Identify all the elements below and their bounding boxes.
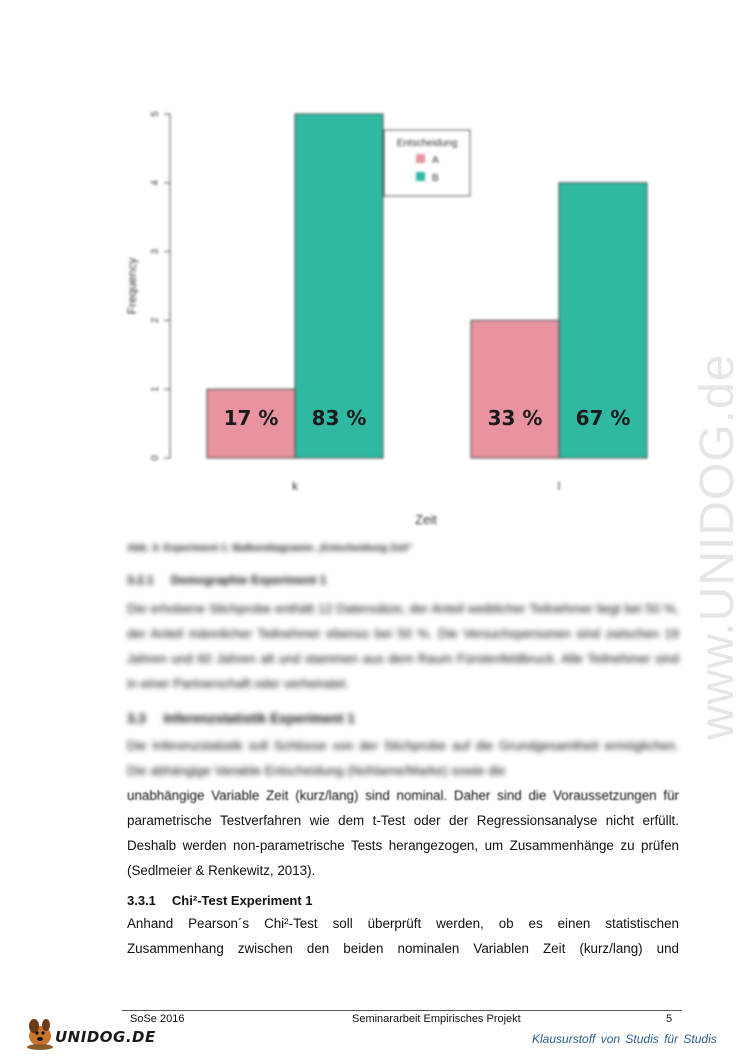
paragraph-inferenz-blurred: Die Inferenzstatistik soll Schlüsse von der Stichprobe auf die Grundgesamtheit ermöglichen. Die abhängige Variable Entscheidung (Nohlame/Marke) sowie die [127,738,679,778]
heading-title: Inferenzstatistik Experiment 1 [163,711,355,726]
percent-label: 67 % [575,406,631,430]
y-tick-label: 4 [150,180,161,186]
bar-chart [110,100,670,540]
y-tick-label: 3 [150,248,161,255]
heading-title: Chi²-Test Experiment 1 [171,893,313,908]
bar-A-l [471,320,559,458]
figure-caption: Abb. 3: Experiment 1: Balkendiagramm „Entscheidung Zeit" [127,543,413,554]
chart-svg [110,100,670,540]
heading-number: 3.3.1 [127,893,156,908]
heading-number: 3.2.1 [127,573,154,587]
text-line: (Sedlmeier & Renkewitz, 2013). [127,863,316,878]
legend-label-B: B [432,173,439,184]
legend-swatch-B [416,172,425,181]
percent-label: 17 % [223,406,279,430]
text-line: parametrische Testverfahren wie dem t-Test oder der Regressionsanalyse nicht erfüllt. [127,813,679,828]
footer-title: Seminararbeit Empirisches Projekt [352,1013,521,1025]
y-tick-label: 0 [150,455,161,461]
y-axis-label: Frequency [125,257,139,315]
legend-title: Entscheidung [396,138,458,149]
heading-title: Demographie Experiment 1 [171,573,327,587]
footer-semester: SoSe 2016 [130,1013,185,1025]
heading-3-3 [127,711,355,726]
percent-label: 33 % [487,406,543,430]
paragraph-chi2 [127,911,679,961]
heading-3-2-1 [127,573,326,587]
x-tick-label: l [557,479,561,493]
paragraph-inferenz [127,783,679,883]
logo-text: UNIDOG.DE [55,1028,156,1046]
text-line: Zusammenhang zwischen den beiden nominalen Variablen Zeit (kurz/lang) und [127,941,679,956]
heading-3-3-1 [127,893,313,908]
legend-label-A: A [432,155,439,166]
watermark: www.UNIDOG.de [691,353,744,740]
y-tick-label: 1 [150,386,161,392]
x-axis-label: Zeit [415,512,437,527]
text-line: unabhängige Variable Zeit (kurz/lang) sind nominal. Daher sind die Voraussetzungen für [127,788,679,803]
paragraph-demographie: Die erhobene Stichprobe enthält 12 Datensätze, der Anteil weiblicher Teilnehmer liegt bei 50 %, der Anteil männlicher Teilnehmer ebenso bei 50 %. Die Versuchspersonen sind zwischen 19 Jahren und 60 Jahren alt und stammen aus dem Raum Fürstenfeldbruck. Alle Teilnehmer sind in einer Partnerschaft oder verheiratet. [127,601,679,691]
footer-divider [122,1010,682,1011]
y-tick-label: 5 [150,111,161,117]
text-line: Anhand Pearson´s Chi²-Test soll überprüft werden, ob es einen statistischen [127,916,679,931]
percent-label: 83 % [311,406,367,430]
y-tick-label: 2 [150,317,161,324]
x-tick-label: k [292,479,298,493]
heading-number: 3.3 [127,711,146,726]
text-line: Deshalb werden non-parametrische Tests herangezogen, um Zusammenhänge zu prüfen [127,838,679,853]
page-number: 5 [666,1013,673,1025]
footer-tagline: Klausurstoff von Studis für Studis [532,1032,717,1046]
legend-swatch-A [416,154,425,163]
